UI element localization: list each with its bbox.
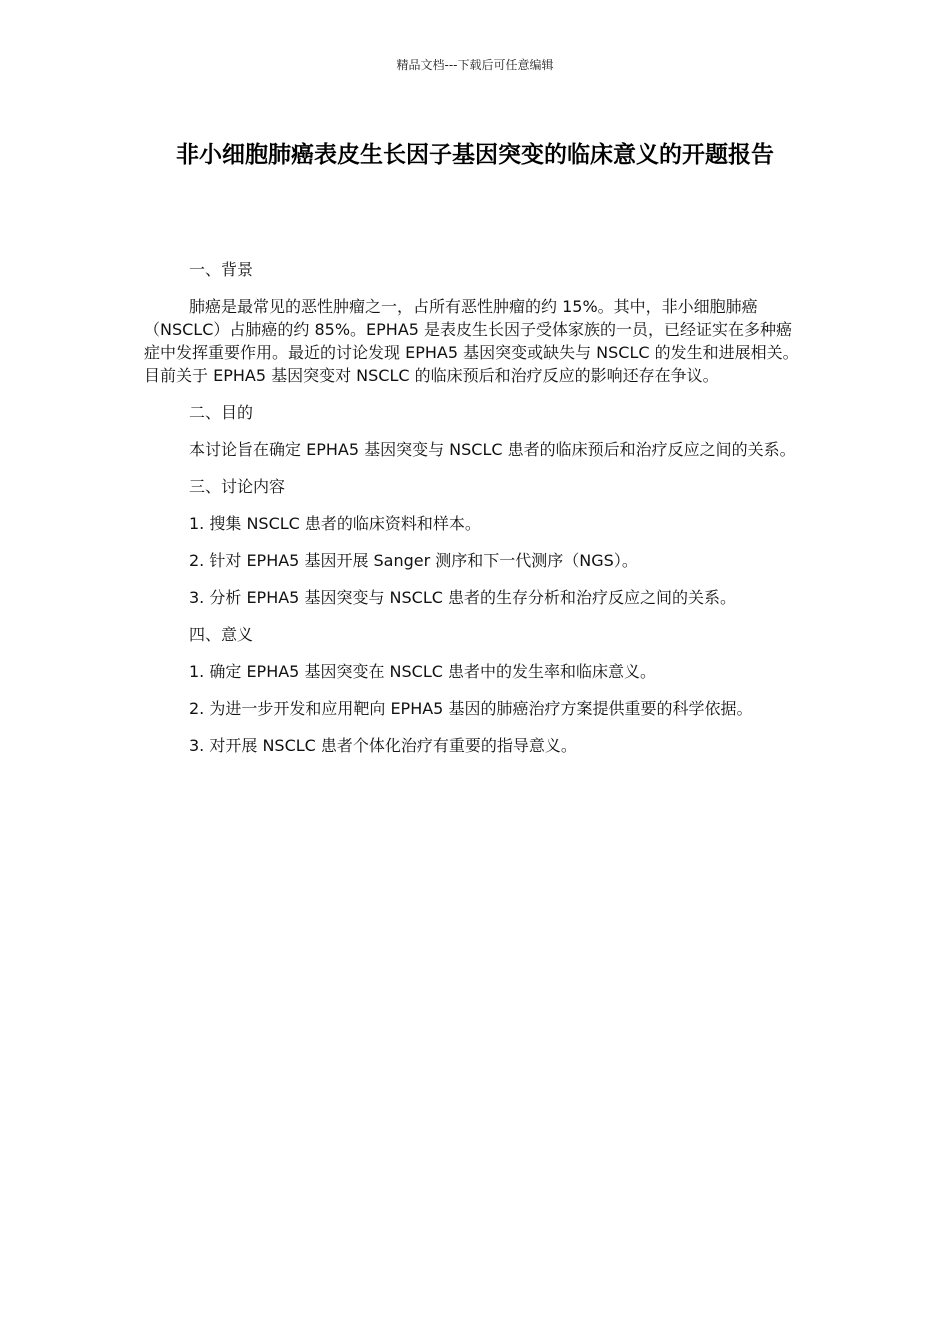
section-heading-purpose: 二、目的 (189, 403, 254, 422)
significance-list-item: 1. 确定 EPHA5 基因突变在 NSCLC 患者中的发生率和临床意义。 (189, 662, 656, 681)
section-heading-content: 三、讨论内容 (189, 477, 286, 496)
section-body-background: 肺癌是最常见的恶性肿瘤之一，占所有恶性肿瘤的约 15%。其中，非小细胞肺癌（NSCLC）占肺癌的约 85%。EPHA5 是表皮生长因子受体家族的一员，已经证实在多种癌症中发挥重要作用。最近的讨论发现 EPHA5 基因突变或缺失与 NSCLC 的发生和进展相关。目前关于 EPHA5 基因突变对 NSCLC 的临床预后和治疗反应的影响还存在争议。 (144, 297, 799, 385)
section-body-purpose: 本讨论旨在确定 EPHA5 基因突变与 NSCLC 患者的临床预后和治疗反应之间的关系。 (189, 440, 796, 459)
significance-list-item: 2. 为进一步开发和应用靶向 EPHA5 基因的肺癌治疗方案提供重要的科学依据。 (189, 699, 753, 718)
content-list-item: 2. 针对 EPHA5 基因开展 Sanger 测序和下一代测序（NGS）。 (189, 551, 638, 570)
content-list-item: 1. 搜集 NSCLC 患者的临床资料和样本。 (189, 514, 481, 533)
page-header-note: 精品文档---下载后可任意编辑 (396, 58, 554, 72)
document-body (144, 258, 806, 771)
content-list-item: 3. 分析 EPHA5 基因突变与 NSCLC 患者的生存分析和治疗反应之间的关系。 (189, 588, 736, 607)
significance-list-item: 3. 对开展 NSCLC 患者个体化治疗有重要的指导意义。 (189, 736, 577, 755)
section-heading-significance: 四、意义 (189, 625, 254, 644)
document-title: 非小细胞肺癌表皮生长因子基因突变的临床意义的开题报告 (176, 142, 774, 168)
section-heading-background: 一、背景 (189, 260, 254, 279)
